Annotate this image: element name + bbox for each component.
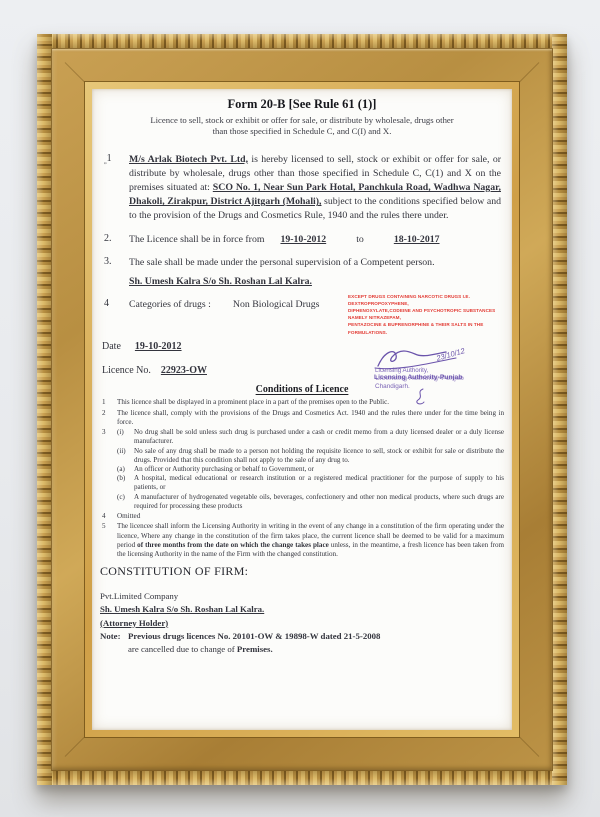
handwritten-date: 23/10/12 (435, 346, 466, 363)
premises-word: Premises. (236, 643, 273, 654)
form-subtitle-line2: than those specified in Schedule C, and C(I) and X. (212, 126, 392, 137)
three-months-clause: of three months from the date on which the change takes place (137, 540, 329, 549)
certificate-paper (92, 89, 512, 730)
frame-bead-edge-right (552, 34, 567, 785)
issue-date-value: 19-10-2012 (134, 341, 182, 353)
licensing-authority-signature-block (372, 346, 522, 411)
frame-bead-edge-left (37, 34, 52, 785)
frame-bead-edge-top (37, 34, 567, 49)
condition-3-sub-i: (i) No drug shall be sold unless such drug is purchased under a cash or credit memo from a duty licensed dealer or a duly license manufacturer. (117, 428, 504, 446)
licence-item-3 (102, 256, 501, 289)
licence-validity: The Licence shall be in force from 19-10-2012 to 18-10-2017 (129, 233, 440, 245)
attorney-holder-label: (Attorney Holder) (100, 617, 169, 628)
note-label: Note: (100, 630, 121, 641)
item-2-number: 2. (104, 232, 112, 244)
condition-item-2: 2 The licence shall, comply with the provisions of the Drugs and Cosmetics Act. 1940 and the rules there under for the time being in force. (102, 408, 504, 426)
condition-item-1: 1 This licence shall be displayed in a prominent place in a part of the premises open to the Public. (102, 398, 390, 407)
condition-3-sub-b: (b) A hospital, medical educational or research institution or a registered medical practitioner for the purpose of supply to his patients, or (117, 474, 504, 492)
licence-item-1 (102, 153, 501, 224)
item-4-number: 4 (104, 298, 109, 310)
licence-document (92, 89, 512, 730)
date-label: Date (102, 341, 121, 353)
previous-licences-note: Previous drugs licences No. 20101-OW & 19898-W dated 21-5-2008 (128, 630, 381, 641)
constitution-heading: CONSTITUTION OF FIRM: (100, 564, 249, 579)
item-1-text: M/s Arlak Biotech Pvt. Ltd, is hereby licensed to sell, stock or exhibit or offer for sale, or distribute by wholesale, drugs other than those specified in Schedule C, C(1) and X on the premises situated at: SCO No. 1, Near Sun Park Hotal, Panchkula Road, Wadhwa Nagar, Dhakoli, Zirakpur, District Ajitgarh (Mohali), subject to the conditions specified below and to the provision of the Drugs and Cosmetics Rule, 1940 and the rules there under. (129, 153, 501, 222)
licence-number-label: Licence No. (102, 365, 151, 377)
form-title: Form 20-B [See Rule 61 (1)] (227, 97, 377, 111)
firm-type: Pvt.Limited Company (100, 591, 179, 602)
condition-item-3: 3 (i) No drug shall be sold unless such drug is purchased under a cash or credit memo from a duty licensed dealer or a duly license manufacturer. (ii) No sale of any drug shall be made to a person not holding the requisite licence to sell, stock or exhibit for sale or distribute the drugs. Provided that this condition shall not apply to the sale of any drug to. (a) An officer or Authority purchasing or behalf to Government, or (b) A hospital, medical educational or research institution or a registered medical practitioner for the purpose of supply to his patients, or (c) A manufacturer of hydrogenated vegetable oils, beverages, confectionery and other non medical products, where such drugs are required for processing these products (102, 428, 504, 510)
attorney-name: Sh. Umesh Kalra S/o Sh. Roshan Lal Kalra. (100, 604, 265, 615)
supervisor-name: Sh. Umesh Kalra S/o Sh. Roshan Lal Kalra. (129, 276, 312, 288)
note-continuation: are cancelled due to change of Premises. (128, 643, 273, 654)
conditions-list (92, 398, 512, 559)
licensing-authority-stamp-line1: Licensing Authority, (375, 367, 429, 374)
licence-items (92, 153, 512, 313)
item-1-number: $_„$1 (104, 152, 112, 165)
frame-bead-edge-bottom (37, 770, 567, 785)
premises-address: SCO No. 1, Near Sun Park Hotal, Panchkula Road, Wadhwa Nagar, Dhakoli, Zirakpur, District Ajitgarh (Mohali), (129, 182, 501, 208)
note-row (100, 630, 512, 643)
condition-item-4: 4 Omitted (102, 512, 141, 521)
condition-item-5: 5 The licencee shall inform the Licensing Authority in writing in the event of any change in a constitution of the firm operating under the licence, Where any change in the constitution of the firm takes place, the current licence shall be deemed to be valid for a maximum period of three months from the date on which the change takes place unless, in the meantime, a fresh licence has been taken from the licensing Authority in the name of the Firm with the changed constitution. (102, 522, 505, 558)
picture-frame (37, 34, 567, 785)
item-3-text: The sale shall be made under the personal supervision of a Competent person. Sh. Umesh Kalra S/o Sh. Roshan Lal Kalra. (129, 256, 501, 289)
licence-number-value: 22923-OW (160, 365, 207, 377)
red-exclusion-stamp: EXCEPT DRUGS CONTAINING NARCOTIC DRUGS I.E. DEXTROPROPOXYPHENE, DIPHENOXYLATE,CODEINE AND PSYCHOTROPIC SUBSTANCES NAMELY NITRAZEPAM, PENTAZOCINE & BUPRENORPHINE & THEIR SALTS IN THE FORMULATIONS. (348, 295, 496, 336)
form-subtitle-line1: Licence to sell, stock or exhibit or offer for sale, or distribute by wholesale, drugs other (150, 115, 454, 125)
licensing-authority-stamp-line3: Chandigarh. (375, 383, 410, 390)
valid-to-date: 18-10-2017 (393, 233, 440, 245)
pen-flourish-ink (412, 387, 428, 407)
valid-from-date: 19-10-2012 (280, 233, 327, 245)
drug-category-value: Non Biological Drugs (232, 299, 320, 311)
condition-3-sub-a: (a) An officer or Authority purchasing or behalf to Government, or (117, 464, 314, 473)
licence-item-2 (102, 233, 501, 247)
licensing-authority-stamp-line2: Licensing Authority-Punjab (374, 374, 463, 381)
conditions-heading: Conditions of Licence (255, 384, 349, 396)
condition-3-sub-c: (c) A manufacturer of hydrogenated vegetable oils, beverages, confectionery and other non medical products, where such drugs are required for processing these products (117, 492, 504, 510)
form-subtitle (92, 115, 512, 138)
stray-ink-mark: „ (104, 158, 107, 165)
item-3-number: 3. (104, 255, 112, 267)
firm-name: M/s Arlak Biotech Pvt. Ltd, (129, 153, 249, 165)
condition-3-sub-ii: (ii) No sale of any drug shall be made to a person not holding the requisite licence to sell, stock or exhibit for sale or distribute the drugs. Provided that this condition shall not apply to the sale of any drug to. (117, 446, 504, 464)
drug-category: Categories of drugs : Non Biological Drugs (129, 299, 320, 311)
constitution-details (92, 590, 512, 656)
